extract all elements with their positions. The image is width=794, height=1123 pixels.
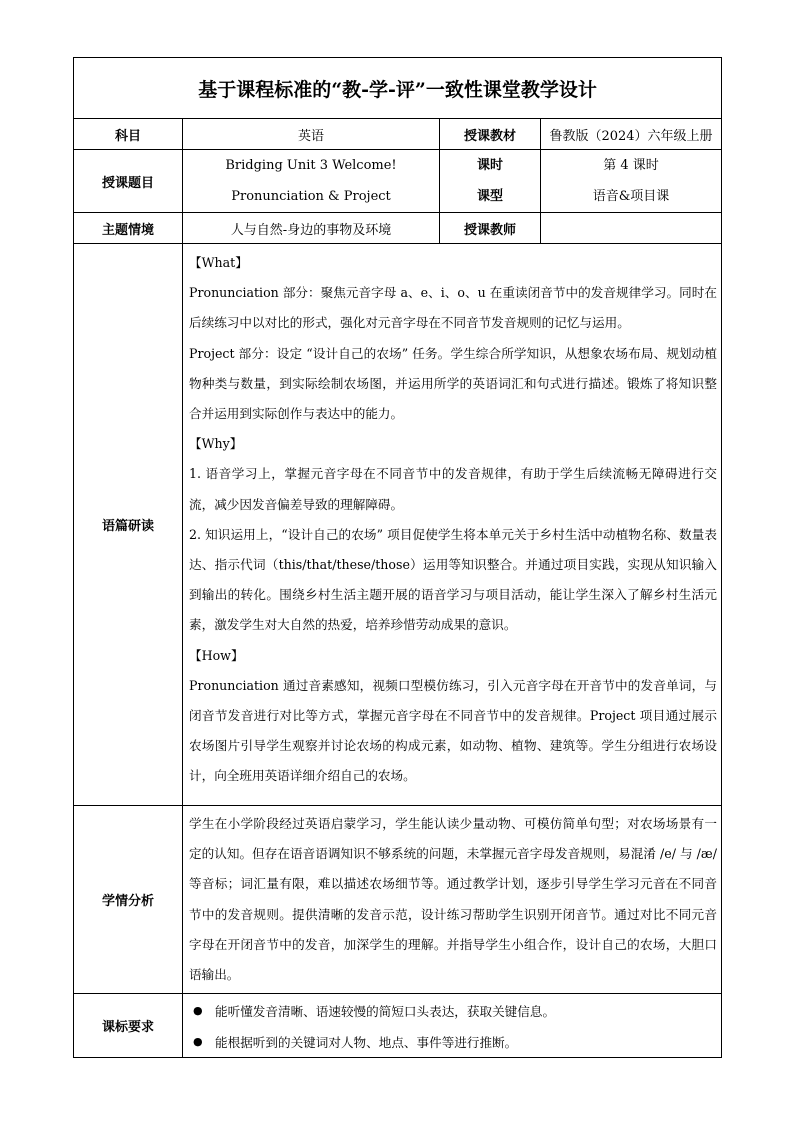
theme-label: 主题情境 [74,213,183,244]
bullet-icon: ● [193,1034,203,1048]
bullet-icon: ● [193,1003,203,1017]
subject-value: 英语 [183,119,440,150]
student-analysis-text: 学生在小学阶段经过英语启蒙学习，学生能认读少量动物、可模仿简单句型；对农场场景有一定的认知。但存在语音语调知识不够系统的问题，未掌握元音字母发音规则，易混淆 /e/ 与 /æ/ 等音标；词汇量有限，难以描述农场细节等。通过教学计划，逐步引导学生学习元音在不同音节中的发音规则。提供清晰的发音示范，设计练习帮助学生识别开闭音节。通过对比不同元音字母在开闭音节中的发音，加深学生的理解。并指导学生小组合作，设计自己的农场，大胆口语输出。 [189,815,718,982]
what-heading: 【What】 [189,255,248,270]
student-analysis-content [183,806,722,994]
period-type-values [541,150,722,213]
why-paragraph-1: 1. 语音学习上，掌握元音字母在不同音节中的发音规律，有助于学生后续流畅无障碍进行交流，减少因发音偏差导致的理解障碍。 [189,466,718,512]
topic-label: 授课题目 [74,150,183,213]
what-paragraph-1: Pronunciation 部分：聚焦元音字母 a、e、i、o、u 在重读闭音节中的发音规律学习。同时在后续练习中以对比的形式，强化对元音字母在不同音节发音规则的记忆与运用。 [189,285,718,331]
why-paragraph-2: 2. 知识运用上，“设计自己的农场” 项目促使学生将本单元关于乡村生活中动植物名称、数量表达、指示代词（this/that/these/those）运用等知识整合。并通过项目实践，实现从知识输入到输出的转化。围绕乡村生活主题开展的语音学习与项目活动，能让学生深入了解乡村生活元素，激发学生对大自然的热爱，培养珍惜劳动成果的意识。 [189,526,718,633]
period-label: 课时 [476,158,503,173]
text-analysis-content [183,244,722,806]
standards-content [183,994,722,1058]
how-paragraph: Pronunciation 通过音素感知，视频口型模仿练习，引入元音字母在开音节中的发音单词，与闭音节发音进行对比等方式，掌握元音字母在不同音节中的发音规律。Project 项目通过展示农场图片引导学生观察并讨论农场的构成元素，如动物、植物、建筑等。学生分组进行农场设计，向全班用英语详细介绍自己的农场。 [189,677,718,784]
standard-item [183,1026,721,1057]
subject-label: 科目 [74,119,183,150]
page-title: 基于课程标准的“教-学-评”一致性课堂教学设计 [74,58,722,119]
type-label: 课型 [476,189,503,204]
standard-item-text: 能根据听到的关键词对人物、地点、事件等进行推断。 [215,1034,518,1050]
period-type-labels [440,150,541,213]
standards-label: 课标要求 [74,994,183,1058]
lesson-plan-table [73,57,722,1058]
standard-item-text: 能听懂发音清晰、语速较慢的简短口头表达，获取关键信息。 [215,1003,556,1019]
how-heading: 【How】 [189,647,244,663]
why-heading: 【Why】 [189,436,243,452]
period-value: 第 4 课时 [603,158,659,173]
topic-value [183,150,440,213]
what-paragraph-2: Project 部分：设定 “设计自己的农场” 任务。学生综合所学知识，从想象农场布局、规划动植物种类与数量，到实际绘制农场图，并运用所学的英语词汇和句式进行描述。锻炼了将知识整合并运用到实际创作与表达中的能力。 [189,345,718,422]
textbook-value: 鲁教版（2024）六年级上册 [541,119,722,150]
theme-value: 人与自然-身边的事物及环境 [183,213,440,244]
teacher-label: 授课教师 [440,213,541,244]
teacher-value [541,213,722,244]
type-value: 语音&项目课 [592,189,670,204]
text-analysis-label: 语篇研读 [74,244,183,806]
standard-item [183,995,721,1026]
textbook-label: 授课教材 [440,119,541,150]
topic-line-1: Bridging Unit 3 Welcome! [225,158,397,173]
topic-line-2: Pronunciation & Project [231,189,391,204]
student-analysis-label: 学情分析 [74,806,183,994]
